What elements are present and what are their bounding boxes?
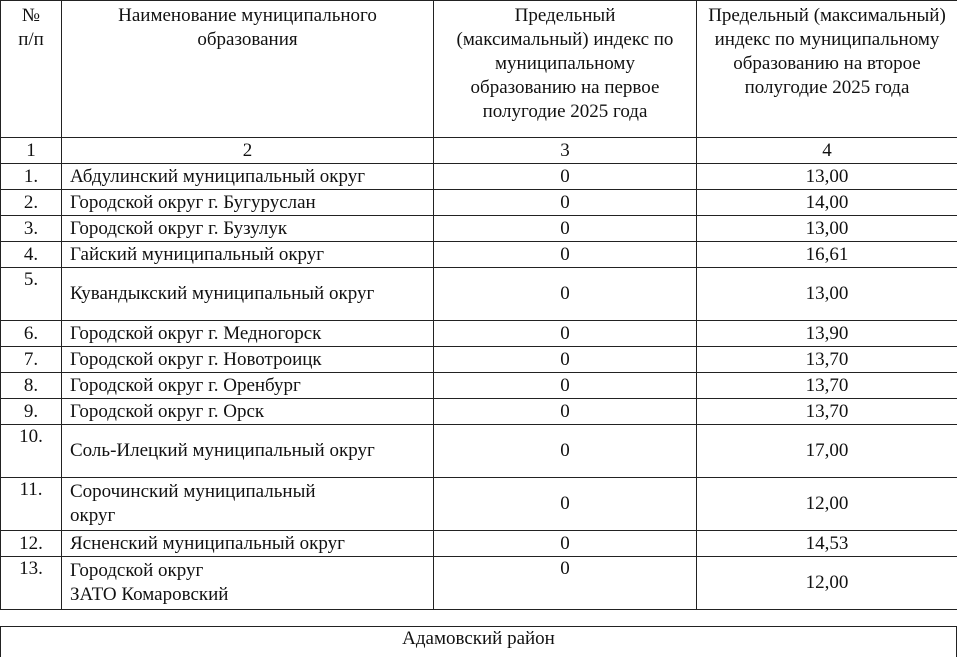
row-number: 2. xyxy=(1,190,62,216)
next-section-row xyxy=(0,626,957,657)
municipality-name: Городской округ г. Медногорск xyxy=(62,321,434,347)
row-number: 13. xyxy=(1,557,62,610)
section-title: Адамовский район xyxy=(1,627,956,651)
row-number: 4. xyxy=(1,242,62,268)
header-second-half: Предельный (максимальный) индекс по муниципальному образованию на второе полугодие 2025 года xyxy=(697,1,957,138)
row-number: 3. xyxy=(1,216,62,242)
index-first-half: 0 xyxy=(434,216,697,242)
municipality-name: Кувандыкский муниципальный округ xyxy=(62,268,434,321)
index-second-half: 14,53 xyxy=(697,531,957,557)
municipality-name: Гайский муниципальный округ xyxy=(62,242,434,268)
municipality-name: Городской округ г. Бугуруслан xyxy=(62,190,434,216)
table-row xyxy=(1,164,957,190)
index-second-half: 12,00 xyxy=(697,478,957,531)
table-row xyxy=(1,321,957,347)
row-number: 6. xyxy=(1,321,62,347)
index-second-half: 13,70 xyxy=(697,373,957,399)
column-number: 3 xyxy=(434,138,697,164)
table-row xyxy=(1,478,957,531)
index-first-half: 0 xyxy=(434,321,697,347)
index-first-half: 0 xyxy=(434,373,697,399)
index-first-half: 0 xyxy=(434,399,697,425)
table-row xyxy=(1,242,957,268)
municipality-name: Ясненский муниципальный округ xyxy=(62,531,434,557)
index-second-half: 17,00 xyxy=(697,425,957,478)
row-number: 11. xyxy=(1,478,62,531)
row-number: 8. xyxy=(1,373,62,399)
municipality-name: Абдулинский муниципальный округ xyxy=(62,164,434,190)
table-row xyxy=(1,557,957,610)
table-row xyxy=(1,399,957,425)
municipality-name: Сорочинский муниципальный округ xyxy=(62,478,434,531)
index-second-half: 16,61 xyxy=(697,242,957,268)
index-first-half: 0 xyxy=(434,425,697,478)
row-number: 7. xyxy=(1,347,62,373)
index-first-half: 0 xyxy=(434,164,697,190)
index-second-half: 13,00 xyxy=(697,164,957,190)
index-second-half: 13,00 xyxy=(697,216,957,242)
municipality-name: Городской округ г. Бузулук xyxy=(62,216,434,242)
index-first-half: 0 xyxy=(434,268,697,321)
row-number: 5. xyxy=(1,268,62,321)
index-first-half: 0 xyxy=(434,347,697,373)
table-row xyxy=(1,216,957,242)
column-number: 2 xyxy=(62,138,434,164)
header-first-half: Предельный (максимальный) индекс по муниципальному образованию на первое полугодие 2025 года xyxy=(434,1,697,138)
table-row xyxy=(1,531,957,557)
municipality-name: Городской округ г. Оренбург xyxy=(62,373,434,399)
municipality-name: Соль-Илецкий муниципальный округ xyxy=(62,425,434,478)
municipality-name: Городской округ ЗАТО Комаровский xyxy=(62,557,434,610)
header-name: Наименование муниципального образования xyxy=(62,1,434,138)
table-row xyxy=(1,373,957,399)
row-number: 10. xyxy=(1,425,62,478)
index-second-half: 13,90 xyxy=(697,321,957,347)
column-number: 1 xyxy=(1,138,62,164)
header-num: № п/п xyxy=(1,1,62,138)
header-row xyxy=(1,1,957,138)
index-second-half: 13,00 xyxy=(697,268,957,321)
index-first-half: 0 xyxy=(434,531,697,557)
table-row xyxy=(1,425,957,478)
municipality-name: Городской округ г. Новотроицк xyxy=(62,347,434,373)
index-first-half: 0 xyxy=(434,190,697,216)
table-row xyxy=(1,190,957,216)
row-number: 1. xyxy=(1,164,62,190)
index-first-half: 0 xyxy=(434,242,697,268)
table-row xyxy=(1,347,957,373)
column-numbers-row xyxy=(1,138,957,164)
index-second-half: 14,00 xyxy=(697,190,957,216)
municipality-name: Городской округ г. Орск xyxy=(62,399,434,425)
index-second-half: 13,70 xyxy=(697,347,957,373)
index-first-half: 0 xyxy=(434,478,697,531)
column-number: 4 xyxy=(697,138,957,164)
row-number: 9. xyxy=(1,399,62,425)
index-second-half: 13,70 xyxy=(697,399,957,425)
row-number: 12. xyxy=(1,531,62,557)
index-first-half: 0 xyxy=(434,557,697,610)
table-row xyxy=(1,268,957,321)
index-second-half: 12,00 xyxy=(697,557,957,610)
